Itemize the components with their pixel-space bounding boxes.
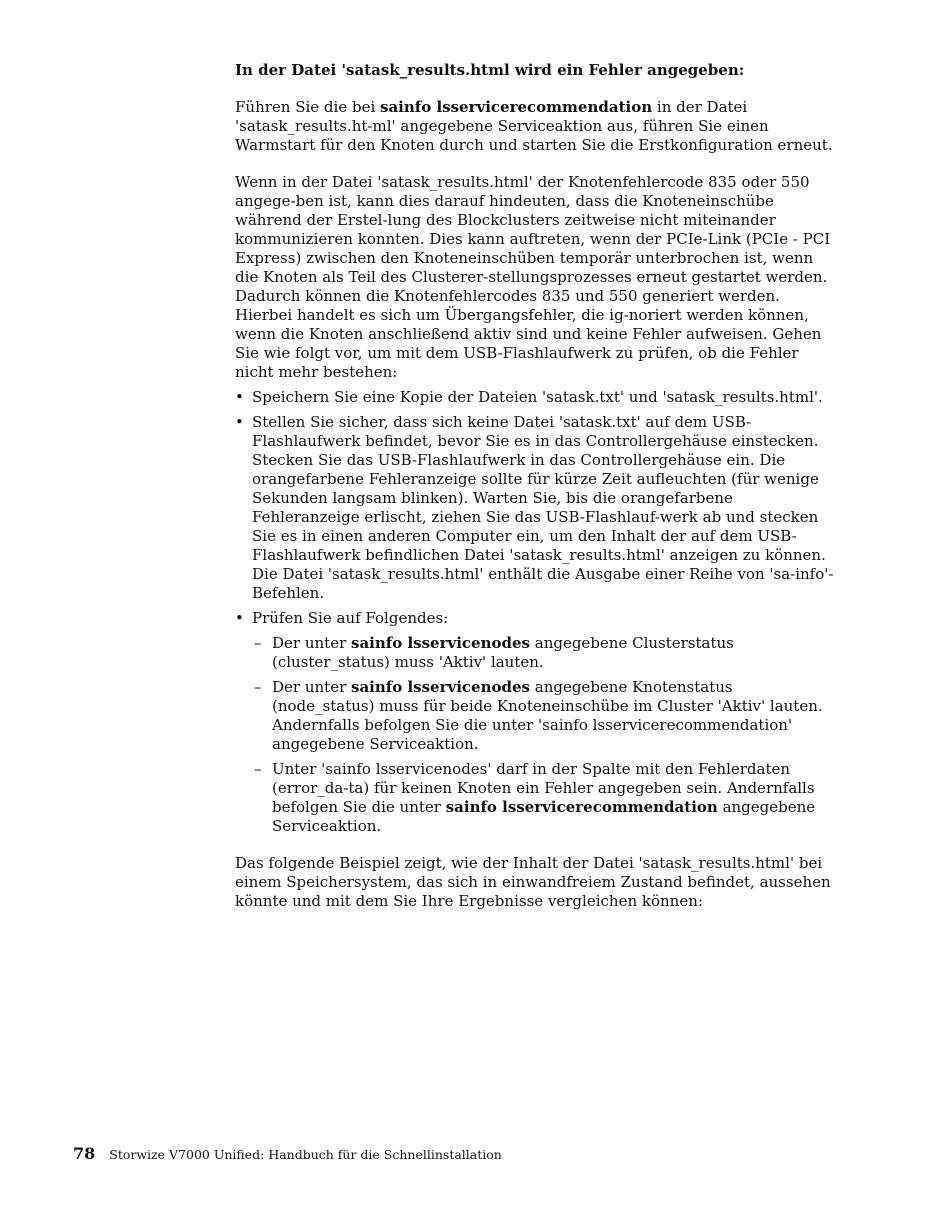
dash-list (252, 634, 835, 836)
list-item (235, 609, 835, 836)
list-item (252, 634, 835, 672)
page-number: 78 (73, 1144, 96, 1163)
command-name: sainfo lsservicerecommendation (445, 798, 718, 816)
paragraph-serviceaktion (235, 98, 835, 155)
section-heading: In der Datei 'satask_results.html wird ein Fehler angegeben: (235, 61, 745, 79)
list-item (252, 678, 835, 754)
list-item-text: angegebene Serviceaktion. (272, 798, 816, 835)
list-item-text: Unter 'sainfo lsservicenodes' darf in der Spalte mit den Fehlerdaten (error_da-ta) für keinen Knoten ein Fehler angegeben sein. Andernfalls befolgen Sie die unter (272, 760, 815, 816)
command-name: sainfo lsservicenodes (351, 678, 530, 696)
list-item-text: angegebene Clusterstatus (cluster_status) muss 'Aktiv' lauten. (272, 634, 734, 671)
bullet-list (235, 388, 835, 836)
page-footer (73, 1145, 502, 1164)
document-body (235, 61, 835, 929)
list-item-text: Der unter (272, 634, 352, 652)
paragraph-text: Führen Sie die bei (235, 98, 381, 116)
footer-title: Storwize V7000 Unified: Handbuch für die Schnellinstallation (109, 1147, 502, 1162)
list-item: • Speichern Sie eine Kopie der Dateien 'satask.txt' und 'satask_results.html'. (235, 388, 835, 407)
paragraph-beispiel: Das folgende Beispiel zeigt, wie der Inhalt der Datei 'satask_results.html' bei einem Speichersystem, das sich in einwandfreiem Zustand befindet, aussehen könnte und mit dem Sie Ihre Ergebnisse vergleichen können: (235, 854, 831, 910)
paragraph-text: in der Datei 'satask_results.ht-ml' angegebene Serviceaktion aus, führen Sie einen Warmstart für den Knoten durch und starten Sie die Erstkonfiguration erneut. (235, 98, 833, 154)
command-name: sainfo lsservicenodes (351, 634, 530, 652)
list-item (252, 760, 835, 836)
list-item-label: Prüfen Sie auf Folgendes: (252, 609, 449, 627)
list-item-text: Der unter (272, 678, 352, 696)
list-item-text: angegebene Knotenstatus (node_status) muss für beide Knoteneinschübe im Cluster 'Aktiv' lauten. Andernfalls befolgen Sie die unter 'sainfo lsservicerecommendation' angegebene Serviceaktion. (272, 678, 823, 753)
list-item: • Stellen Sie sicher, dass sich keine Datei 'satask.txt' auf dem USB-Flashlaufwerk befindet, bevor Sie es in das Controllergehäuse einstecken. Stecken Sie das USB-Flashlaufwerk in das Controllergehäuse ein. Die orangefarbene Fehleranzeige sollte für kürze Zeit aufleuchten (für wenige Sekunden langsam blinken). Warten Sie, bis die orangefarbene Fehleranzeige erlischt, ziehen Sie das USB-Flashlauf-werk ab und stecken Sie es in einen anderen Computer ein, um den Inhalt der auf dem USB-Flashlaufwerk befindlichen Datei 'satask_results.html' anzeigen zu können. Die Datei 'satask_results.html' enthält die Ausgabe einer Reihe von 'sa-info'-Befehlen. (235, 413, 835, 603)
paragraph-fehlercodes: Wenn in der Datei 'satask_results.html' der Knotenfehlercode 835 oder 550 angege-ben ist, kann dies darauf hindeuten, dass die Knoteneinschübe während der Erstel-lung des Blockclusters zeitweise nicht miteinander kommunizieren konnten. Dies kann auftreten, wenn der PCIe-Link (PCIe - PCI Express) zwischen den Knoteneinschüben temporär unterbrochen ist, wenn die Knoten als Teil des Clusterer-stellungsprozesses erneut gestartet werden. Dadurch können die Knotenfehlercodes 835 und 550 generiert werden. Hierbei handelt es sich um Übergangsfehler, die ig-noriert werden können, wenn die Knoten anschließend aktiv sind und keine Fehler aufweisen. Gehen Sie wie folgt vor, um mit dem USB-Flashlaufwerk zu prüfen, ob die Fehler nicht mehr bestehen: (235, 173, 831, 381)
command-name: sainfo lsservicerecommendation (380, 98, 653, 116)
